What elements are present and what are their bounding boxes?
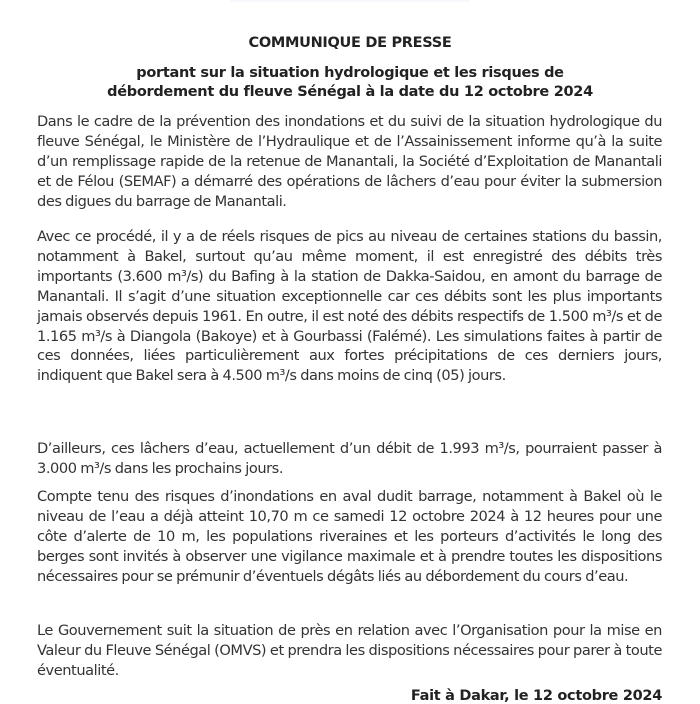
document-subtitle (0, 64, 700, 102)
paragraph-intro: Dans le cadre de la prévention des inondations et du suivi de la situation hydrologique du fleuve Sénégal, le Ministère de l’Hydraulique et de l’Assainissement informe qu’à la suite d’un remplissage rapide de la retenue de Manantali, la Société d’Exploitation de Manantali et de Félou (SEMAF) a démarré des opérations de lâchers d’eau pour éviter la submersion des digues du barrage de Manantali. (37, 113, 662, 210)
paragraph-advisory: Compte tenu des risques d’inondations en aval dudit barrage, notamment à Bakel où le niveau de l’eau a déjà atteint 10,70 m ce samedi 12 octobre 2024 à 12 heures pour une côte d’alerte de 10 m, les populations riveraines et les porteurs d’activités le long des berges sont invités à observer une vigilance maximale et à prendre toutes les dispositions nécessaires pour se prémunir d’éventuels dégâts liés au débordement du cours d’eau. (37, 488, 662, 585)
subtitle-line-1: portant sur la situation hydrologique et les risques de (136, 65, 564, 81)
paragraph-government: Le Gouvernement suit la situation de près en relation avec l’Organisation pour la mise en Valeur du Fleuve Sénégal (OMVS) et prendra les dispositions nécessaires pour parer à toute éventualité. (37, 622, 662, 679)
subtitle-line-2: débordement du fleuve Sénégal à la date du 12 octobre 2024 (107, 84, 593, 100)
signature-place-date: Fait à Dakar, le 12 octobre 2024 (410, 688, 662, 704)
document-title: COMMUNIQUE DE PRESSE (248, 35, 452, 51)
cropped-header-remnant (230, 0, 470, 2)
paragraph-risks: Avec ce procédé, il y a de réels risques de pics au niveau de certaines stations du bassin, notamment à Bakel, surtout qu’au même moment, il est enregistré des débits très importants (3.600 m³/s) du Bafing à la station de Dakka-Saidou, en amont du barrage de Manantali. Il s’agit d’une situation exceptionnelle car ces débits sont les plus importants jamais observés depuis 1961. En outre, il est noté des débits respectifs de 1.500 m³/s et de 1.165 m³/s à Diangola (Bakoye) et à Gourbassi (Falémé). Les simulations faites à partir de ces données, liées particulièrement aux fortes précipitations de ces derniers jours, indiquent que Bakel sera à 4.500 m³/s dans moins de cinq (05) jours. (37, 228, 662, 385)
paragraph-releases: D’ailleurs, ces lâchers d’eau, actuellement d’un débit de 1.993 m³/s, pourraient passer à 3.000 m³/s dans les prochains jours. (37, 440, 662, 477)
